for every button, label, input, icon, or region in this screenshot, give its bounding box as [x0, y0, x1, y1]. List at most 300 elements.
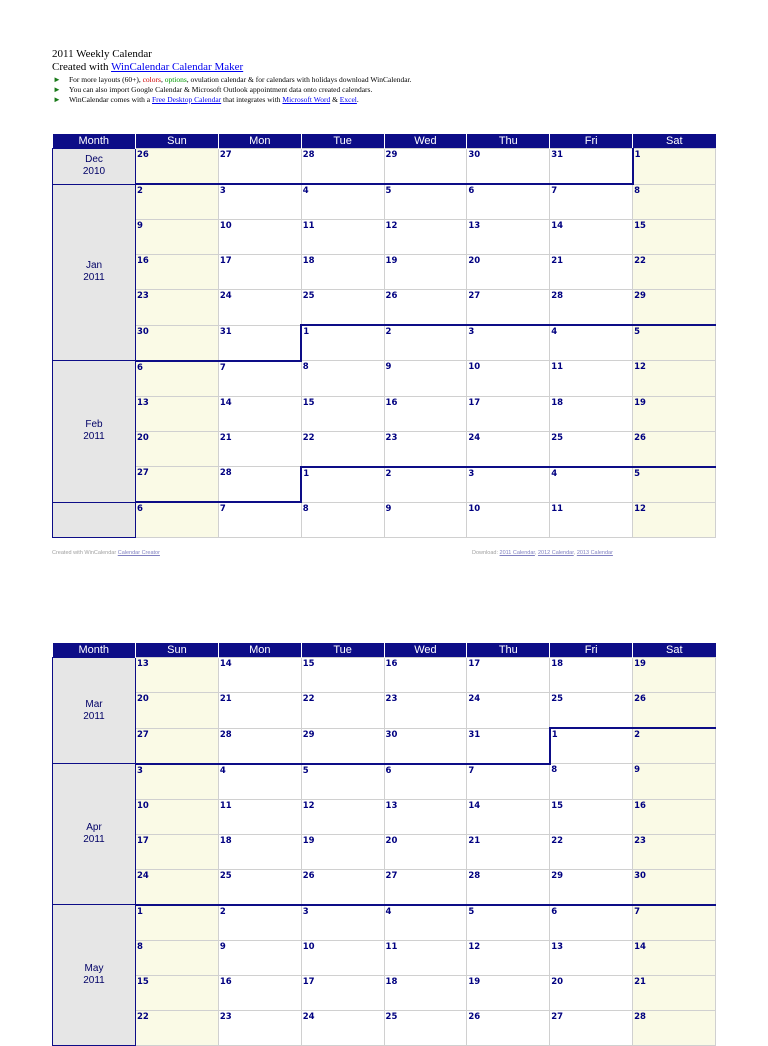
day-number: 27 [551, 1011, 564, 1022]
free-desktop-calendar-link[interactable]: Free Desktop Calendar [152, 95, 222, 104]
day-cell[interactable] [301, 149, 384, 185]
bullet3-amp: & [330, 95, 340, 104]
day-number: 22 [551, 835, 564, 846]
day-cell[interactable] [467, 467, 550, 503]
footer-right [472, 550, 613, 556]
day-cell[interactable] [467, 431, 550, 467]
day-cell[interactable] [136, 693, 219, 729]
day-number: 28 [551, 291, 564, 301]
day-cell[interactable] [633, 834, 716, 869]
day-number: 5 [385, 186, 392, 196]
day-number: 2 [634, 730, 640, 740]
day-number: 20 [551, 976, 564, 987]
day-cell[interactable] [467, 764, 550, 800]
day-cell[interactable] [467, 325, 550, 361]
day-cell[interactable] [301, 290, 384, 326]
day-number: 31 [219, 326, 232, 337]
day-cell[interactable] [384, 361, 467, 397]
month-year: 2011 [83, 834, 105, 845]
day-number: 25 [219, 870, 232, 881]
calendar-2012-link[interactable]: 2012 Calendar [537, 550, 574, 556]
day-cell[interactable] [136, 149, 219, 185]
day-cell[interactable] [384, 184, 467, 220]
day-cell[interactable] [467, 396, 550, 431]
day-cell[interactable] [633, 396, 716, 431]
info-bullets [52, 75, 732, 105]
day-cell[interactable] [633, 220, 716, 255]
month-name: Mar [85, 698, 103, 710]
bullet1-text: For more layouts (60+), [69, 75, 143, 84]
day-cell[interactable] [550, 502, 633, 538]
arrow-right-icon: ► [53, 75, 61, 84]
day-cell[interactable] [550, 149, 633, 185]
day-cell[interactable] [301, 834, 384, 869]
day-cell[interactable] [384, 290, 467, 326]
week-row [53, 975, 716, 1010]
day-cell[interactable] [633, 290, 716, 326]
day-cell[interactable] [136, 658, 219, 693]
bullet1-comma: , [160, 75, 165, 84]
day-cell[interactable] [384, 869, 467, 905]
week-row [53, 834, 716, 869]
bullet2-text: You can also import Google Calendar & Microsoft Outlook appointment data onto created calendars. [69, 85, 373, 94]
day-cell[interactable] [384, 467, 467, 503]
day-cell[interactable] [467, 975, 550, 1010]
bullet-item [52, 95, 732, 105]
day-cell[interactable] [384, 799, 467, 834]
day-cell[interactable] [633, 869, 716, 905]
month-label-cell [53, 658, 136, 764]
month-name: Feb [85, 419, 103, 431]
day-number: 18 [551, 659, 564, 669]
day-number: 1 [303, 327, 310, 337]
day-number: 18 [551, 397, 564, 408]
day-number: 20 [468, 256, 481, 266]
day-cell[interactable] [467, 834, 550, 869]
day-number: 28 [219, 729, 232, 740]
day-cell[interactable] [136, 905, 219, 941]
day-cell[interactable] [550, 940, 633, 975]
column-header: Fri [550, 643, 633, 658]
calendar-creator-link[interactable]: Calendar Creator [117, 550, 160, 556]
day-number: 10 [468, 503, 481, 514]
week-row [53, 940, 716, 975]
day-cell[interactable] [218, 834, 301, 869]
day-cell[interactable] [136, 975, 219, 1010]
day-cell[interactable] [550, 1010, 633, 1045]
day-cell[interactable] [218, 325, 301, 361]
day-cell[interactable] [301, 220, 384, 255]
day-number: 3 [137, 765, 143, 776]
day-number: 16 [137, 256, 149, 266]
day-cell[interactable] [467, 693, 550, 729]
day-number: 11 [302, 221, 315, 231]
week-row [53, 149, 716, 185]
day-cell[interactable] [136, 869, 219, 905]
day-cell[interactable] [550, 467, 633, 503]
weekday-header-row [53, 134, 716, 149]
day-number: 12 [385, 221, 398, 231]
day-number: 8 [302, 503, 309, 514]
created-with-line [52, 61, 732, 74]
day-cell[interactable] [218, 184, 301, 220]
day-cell[interactable] [550, 693, 633, 729]
month-label-cell [53, 184, 136, 361]
bullet3-mid: that integrates with [221, 95, 283, 104]
day-cell[interactable] [218, 1010, 301, 1045]
day-number: 2 [219, 906, 226, 917]
day-cell[interactable] [136, 764, 219, 800]
day-number: 18 [219, 835, 232, 846]
day-number: 12 [634, 362, 646, 372]
day-number: 9 [219, 941, 226, 952]
day-cell[interactable] [467, 658, 550, 693]
day-cell[interactable] [301, 255, 384, 290]
day-cell[interactable] [301, 869, 384, 905]
day-cell[interactable] [218, 290, 301, 326]
excel-link[interactable]: Excel [339, 95, 357, 104]
day-number: 13 [468, 221, 481, 231]
day-cell[interactable] [467, 184, 550, 220]
day-number: 29 [551, 870, 564, 881]
day-cell[interactable] [467, 1010, 550, 1045]
week-row [53, 764, 716, 800]
day-cell[interactable] [218, 255, 301, 290]
day-number: 13 [137, 397, 149, 408]
day-cell[interactable] [633, 502, 716, 538]
day-cell[interactable] [136, 184, 219, 220]
day-cell[interactable] [384, 905, 467, 941]
day-number: 17 [468, 397, 481, 408]
day-number: 7 [219, 362, 226, 373]
wincalendar-maker-link[interactable]: WinCalendar Calendar Maker [111, 61, 244, 73]
page-header [52, 48, 732, 105]
week-row [53, 693, 716, 729]
day-number: 8 [551, 765, 558, 775]
day-number: 8 [302, 362, 309, 372]
day-cell[interactable] [633, 1010, 716, 1045]
day-cell[interactable] [384, 975, 467, 1010]
month-year: 2010 [82, 166, 106, 178]
day-cell[interactable] [136, 940, 219, 975]
day-cell[interactable] [467, 255, 550, 290]
day-cell[interactable] [384, 728, 467, 764]
day-number: 22 [634, 256, 646, 266]
month-name: Jan [85, 260, 103, 272]
day-number: 30 [634, 870, 646, 881]
day-cell[interactable] [467, 502, 550, 538]
day-number: 9 [137, 221, 143, 231]
day-number: 5 [302, 765, 309, 776]
day-cell[interactable] [633, 184, 716, 220]
day-number: 1 [303, 468, 310, 479]
day-cell[interactable] [301, 467, 384, 503]
day-cell[interactable] [550, 220, 633, 255]
day-cell[interactable] [633, 255, 716, 290]
day-cell[interactable] [136, 502, 219, 538]
day-cell[interactable] [136, 728, 219, 764]
day-cell[interactable] [550, 834, 633, 869]
day-cell[interactable] [218, 658, 301, 693]
calendar-2013-link[interactable]: 2013 Calendar [576, 550, 613, 556]
column-header: Month [53, 643, 136, 658]
day-cell[interactable] [550, 658, 633, 693]
day-cell[interactable] [136, 325, 219, 361]
day-number: 25 [302, 291, 315, 301]
day-number: 24 [468, 694, 481, 704]
month-year: 2011 [83, 431, 105, 443]
day-cell[interactable] [301, 1010, 384, 1045]
day-cell[interactable] [384, 658, 467, 693]
day-number: 24 [302, 1011, 315, 1022]
day-number: 6 [551, 906, 558, 917]
day-cell[interactable] [136, 799, 219, 834]
day-number: 26 [302, 870, 315, 881]
day-cell[interactable] [550, 325, 633, 361]
day-number: 19 [634, 659, 646, 669]
day-cell[interactable] [301, 361, 384, 397]
day-number: 22 [137, 1011, 149, 1022]
colors-text: colors [142, 75, 161, 84]
day-number: 19 [385, 256, 398, 266]
day-cell[interactable] [301, 396, 384, 431]
day-cell[interactable] [550, 184, 633, 220]
day-cell[interactable] [633, 658, 716, 693]
day-cell[interactable] [218, 728, 301, 764]
day-cell[interactable] [136, 396, 219, 431]
day-number: 19 [302, 835, 315, 846]
day-number: 28 [219, 468, 232, 478]
day-cell[interactable] [550, 396, 633, 431]
day-number: 7 [634, 906, 640, 917]
day-number: 14 [219, 659, 232, 669]
day-cell[interactable] [136, 361, 219, 397]
day-number: 15 [634, 221, 646, 231]
day-number: 15 [551, 800, 564, 811]
day-number: 30 [385, 729, 398, 740]
day-cell[interactable] [136, 431, 219, 467]
day-cell[interactable] [301, 940, 384, 975]
month-name: Apr [86, 822, 102, 833]
day-cell[interactable] [384, 1010, 467, 1045]
day-cell[interactable] [467, 940, 550, 975]
day-cell[interactable] [384, 693, 467, 729]
day-number: 11 [385, 941, 398, 952]
day-cell[interactable] [384, 149, 467, 185]
day-number: 2 [137, 186, 143, 196]
day-number: 23 [385, 432, 398, 443]
column-header: Sun [136, 643, 219, 658]
day-cell[interactable] [384, 940, 467, 975]
day-number: 21 [551, 256, 564, 266]
day-number: 24 [137, 870, 149, 881]
day-number: 3 [302, 906, 309, 917]
day-number: 15 [302, 397, 315, 408]
day-number: 13 [551, 941, 564, 952]
day-number: 3 [219, 186, 226, 196]
day-cell[interactable] [467, 220, 550, 255]
week-row [53, 220, 716, 255]
calendar-2011-link[interactable]: 2011 Calendar [499, 550, 535, 556]
day-number: 2 [385, 327, 392, 337]
day-number: 24 [468, 432, 481, 443]
day-cell[interactable] [301, 431, 384, 467]
day-cell[interactable] [301, 764, 384, 800]
day-number: 11 [551, 503, 564, 514]
day-number: 10 [302, 941, 315, 952]
day-cell[interactable] [218, 149, 301, 185]
week-row [53, 431, 716, 467]
day-cell[interactable] [467, 905, 550, 941]
day-number: 15 [302, 659, 315, 669]
day-cell[interactable] [384, 255, 467, 290]
day-number: 16 [385, 397, 398, 408]
day-number: 4 [219, 765, 226, 776]
day-cell[interactable] [633, 940, 716, 975]
calendar-table-dec-feb [52, 134, 716, 538]
day-number: 27 [137, 468, 149, 478]
day-cell[interactable] [301, 728, 384, 764]
day-cell[interactable] [384, 396, 467, 431]
day-cell[interactable] [301, 975, 384, 1010]
day-cell[interactable] [218, 361, 301, 397]
day-cell[interactable] [301, 693, 384, 729]
day-cell[interactable] [633, 728, 716, 764]
day-number: 4 [551, 468, 558, 479]
day-cell[interactable] [218, 764, 301, 800]
day-number: 9 [634, 765, 640, 775]
day-number: 21 [219, 432, 232, 443]
day-cell[interactable] [633, 149, 716, 185]
day-cell[interactable] [218, 869, 301, 905]
day-cell[interactable] [218, 940, 301, 975]
week-row [53, 1010, 716, 1045]
day-number: 19 [634, 397, 646, 408]
day-cell[interactable] [218, 799, 301, 834]
day-cell[interactable] [384, 502, 467, 538]
microsoft-word-link[interactable]: Microsoft Word [282, 95, 331, 104]
column-header: Mon [218, 643, 301, 658]
day-number: 4 [385, 906, 392, 917]
day-number: 26 [634, 694, 646, 704]
day-number: 17 [468, 659, 481, 669]
day-number: 23 [219, 1011, 232, 1022]
weekday-header-row [53, 643, 716, 658]
day-cell[interactable] [550, 290, 633, 326]
day-number: 6 [385, 765, 392, 776]
day-number: 30 [468, 150, 481, 160]
day-cell[interactable] [467, 290, 550, 326]
day-cell[interactable] [467, 149, 550, 185]
day-cell[interactable] [550, 905, 633, 941]
day-cell[interactable] [301, 905, 384, 941]
day-cell[interactable] [467, 799, 550, 834]
day-cell[interactable] [467, 361, 550, 397]
created-prefix: Created with [52, 61, 112, 73]
week-row [53, 184, 716, 220]
day-cell[interactable] [218, 220, 301, 255]
day-cell[interactable] [467, 869, 550, 905]
day-number: 18 [302, 256, 315, 266]
day-number: 16 [385, 659, 398, 669]
day-cell[interactable] [218, 693, 301, 729]
day-cell[interactable] [550, 431, 633, 467]
day-cell[interactable] [550, 975, 633, 1010]
day-number: 7 [219, 504, 226, 514]
day-cell[interactable] [550, 255, 633, 290]
day-cell[interactable] [550, 764, 633, 800]
column-header: Sun [136, 134, 219, 149]
day-cell[interactable] [633, 975, 716, 1010]
day-number: 21 [468, 835, 481, 846]
day-number: 27 [219, 150, 232, 160]
day-cell[interactable] [633, 467, 716, 503]
day-cell[interactable] [467, 728, 550, 764]
day-cell[interactable] [633, 325, 716, 361]
day-cell[interactable] [633, 431, 716, 467]
day-cell[interactable] [301, 502, 384, 538]
day-cell[interactable] [301, 658, 384, 693]
column-header: Sat [633, 643, 716, 658]
day-cell[interactable] [550, 728, 633, 764]
day-cell[interactable] [218, 502, 301, 538]
day-cell[interactable] [384, 834, 467, 869]
day-cell[interactable] [550, 799, 633, 834]
day-number: 26 [385, 291, 398, 301]
day-cell[interactable] [384, 325, 467, 361]
day-number: 21 [219, 694, 232, 704]
day-number: 13 [385, 800, 398, 811]
day-cell[interactable] [301, 184, 384, 220]
week-row [53, 290, 716, 326]
day-cell[interactable] [136, 255, 219, 290]
day-number: 13 [137, 659, 149, 669]
month-name: May [84, 962, 104, 974]
day-cell[interactable] [136, 290, 219, 326]
day-cell[interactable] [136, 467, 219, 503]
day-cell[interactable] [633, 693, 716, 729]
day-number: 6 [137, 504, 143, 514]
day-cell[interactable] [218, 975, 301, 1010]
day-cell[interactable] [301, 799, 384, 834]
day-cell[interactable] [301, 325, 384, 361]
day-cell[interactable] [550, 869, 633, 905]
month-label-cell [53, 502, 136, 538]
day-cell[interactable] [384, 764, 467, 800]
day-cell[interactable] [633, 764, 716, 800]
day-number: 25 [551, 432, 564, 443]
day-cell[interactable] [384, 431, 467, 467]
day-cell[interactable] [550, 361, 633, 397]
day-cell[interactable] [384, 220, 467, 255]
day-cell[interactable] [136, 220, 219, 255]
bullet-item [52, 85, 732, 95]
day-cell[interactable] [633, 799, 716, 834]
day-number: 8 [634, 185, 640, 196]
day-cell[interactable] [633, 905, 716, 941]
bullet-item [52, 75, 732, 85]
day-cell[interactable] [633, 361, 716, 397]
arrow-right-icon: ► [53, 85, 61, 94]
day-cell[interactable] [218, 905, 301, 941]
day-cell[interactable] [136, 1010, 219, 1045]
day-number: 20 [137, 694, 149, 704]
day-cell[interactable] [218, 431, 301, 467]
footer-sep: , [573, 550, 577, 556]
day-cell[interactable] [218, 467, 301, 503]
day-cell[interactable] [218, 396, 301, 431]
day-cell[interactable] [136, 834, 219, 869]
